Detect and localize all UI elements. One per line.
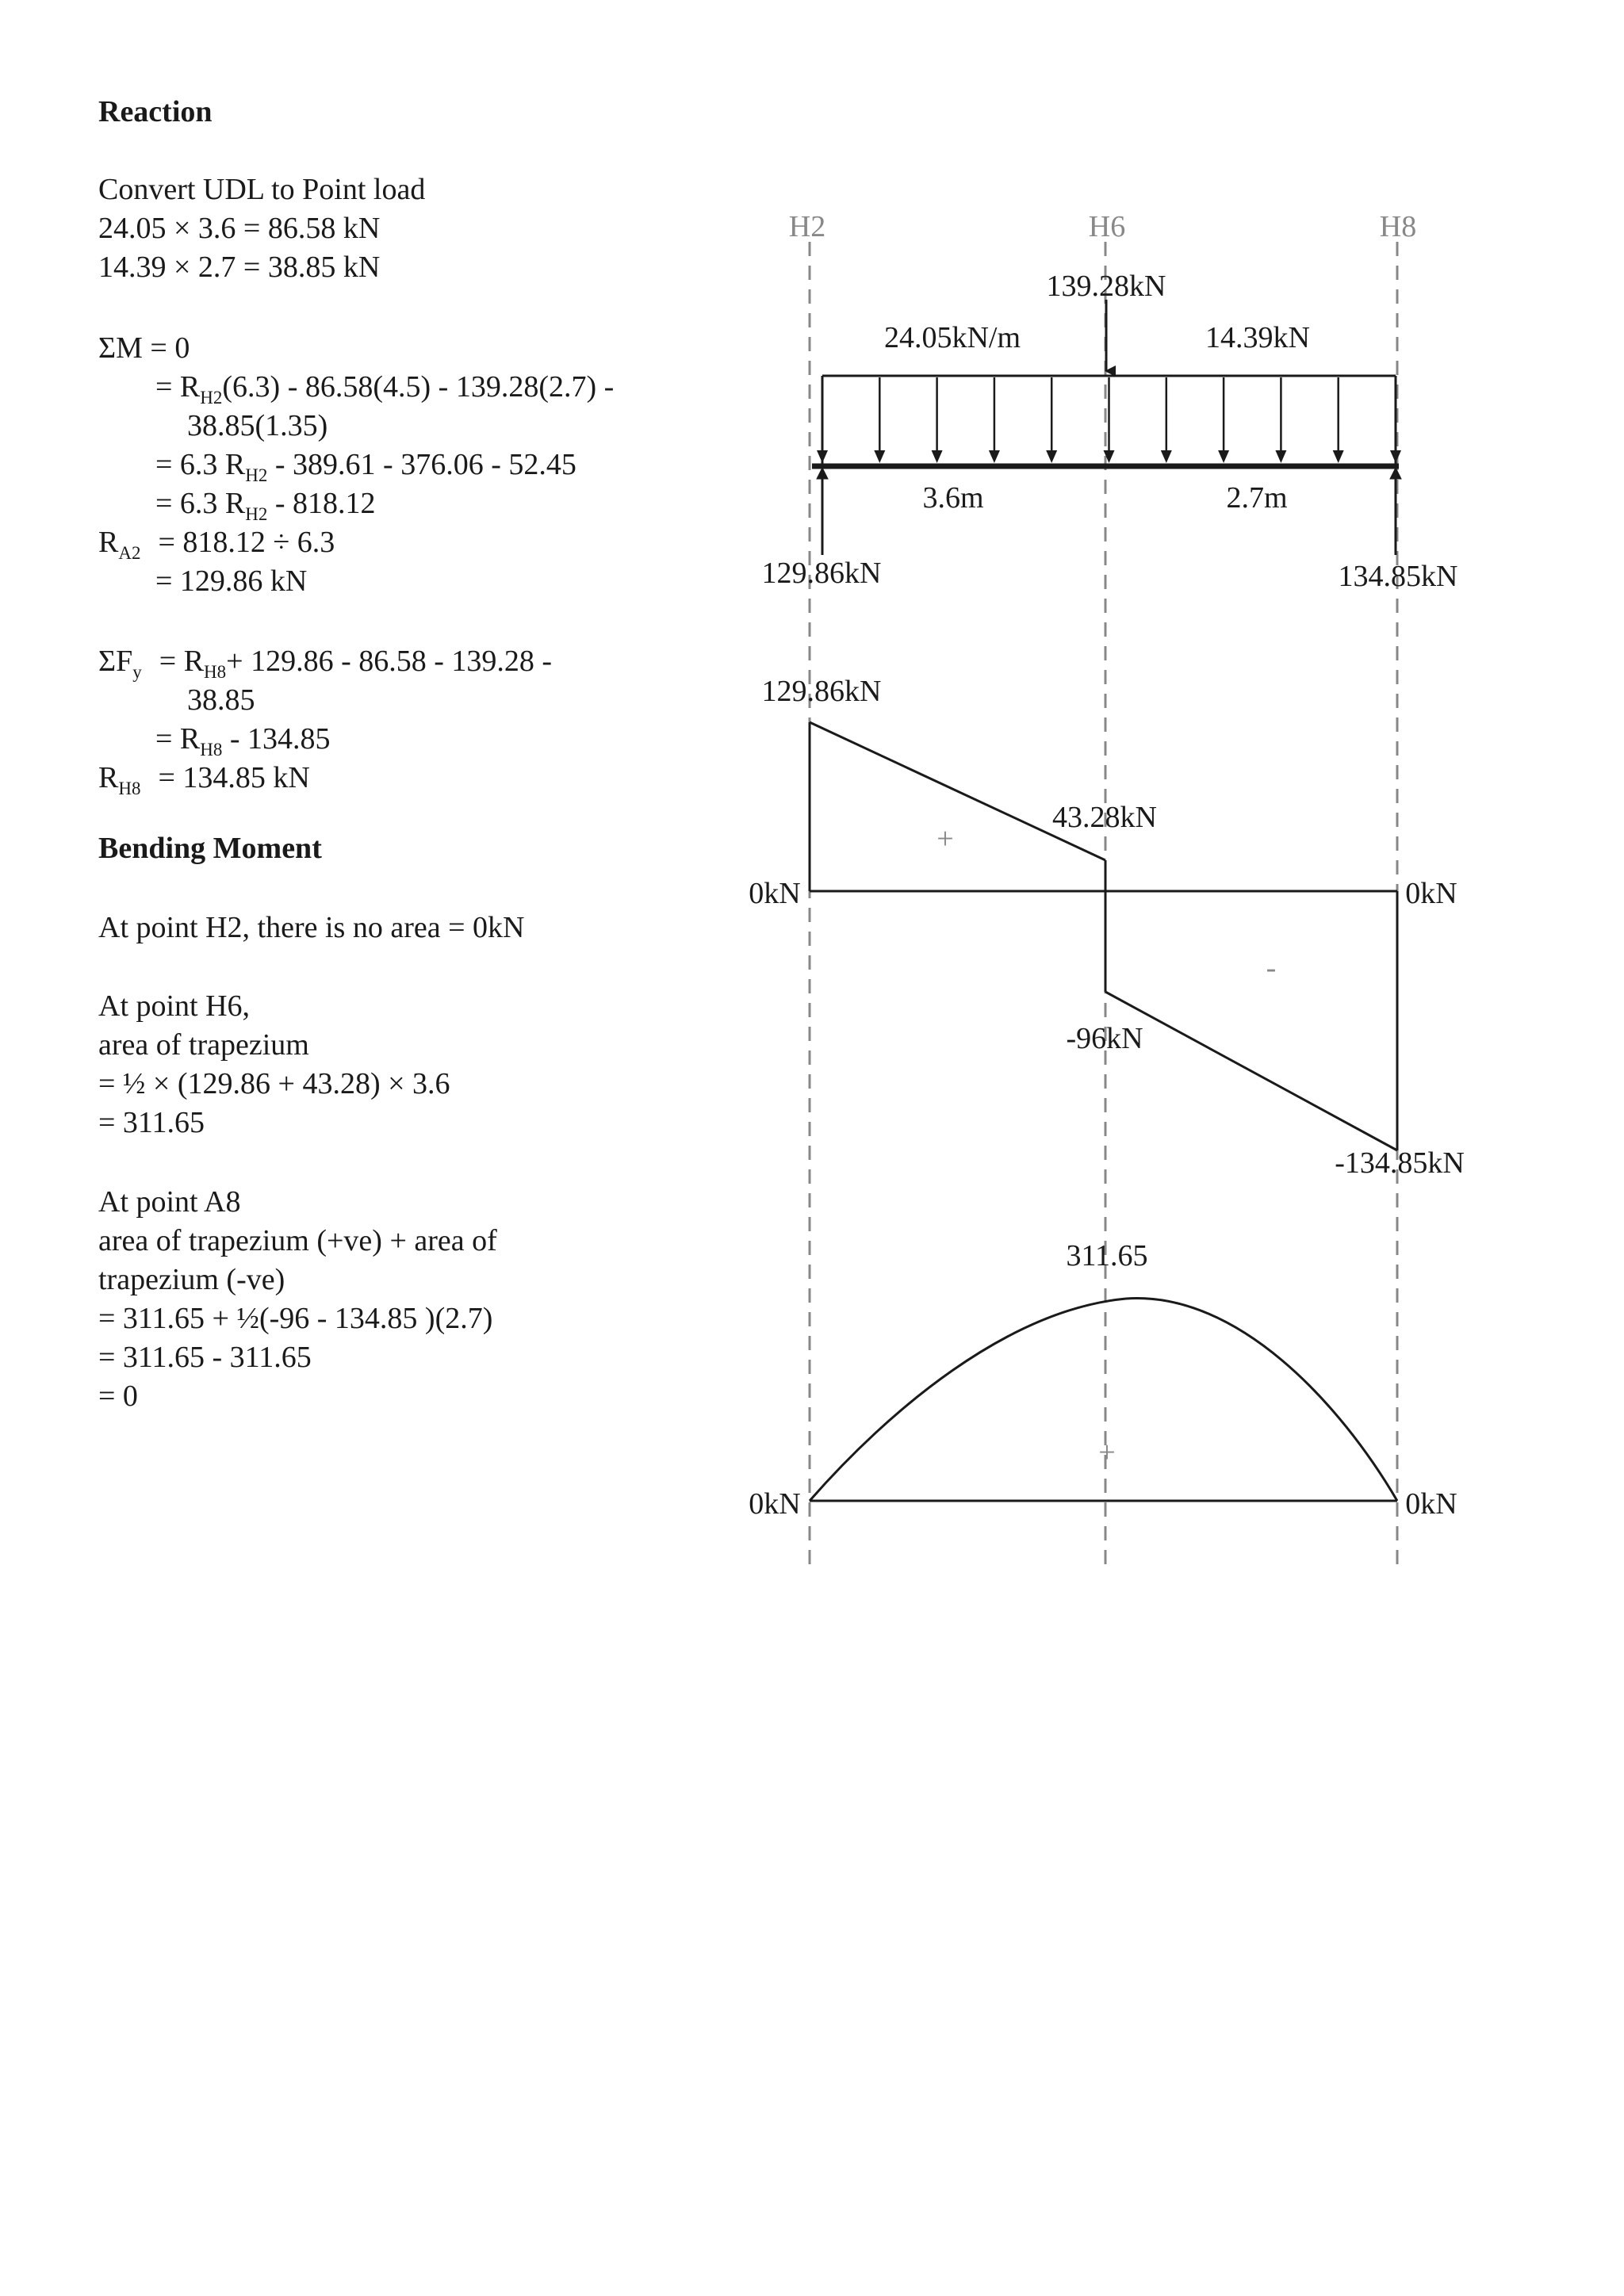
reaction-arrowhead-left (817, 468, 828, 479)
bmd-peak-label: 311.65 (1066, 1239, 1148, 1272)
moment-sum-line-5: = 6.3 $R_{H2} - 818.12$ (155, 487, 376, 524)
udl-arrow-head (1161, 450, 1172, 463)
moment-sum-line-1: ΣM = 0 (98, 331, 190, 365)
udl-arrow-head (1046, 450, 1057, 463)
sfd-mid-bottom-label: -96kN (1066, 1022, 1143, 1055)
sfd-positive-slope (810, 722, 1105, 860)
bmd-zero-right-label: 0kN (1405, 1487, 1457, 1521)
udl-arrow-head (1333, 450, 1344, 463)
bmd-zero-left-label: 0kN (749, 1487, 801, 1521)
bm-a8-line-5: = 311.65 - 311.65 (98, 1341, 312, 1374)
bending-moment-diagram (810, 1299, 1397, 1501)
sfd-start-label: 129.86kN (761, 675, 882, 708)
force-sum-line-2: 38.85 (187, 683, 255, 717)
gridlines (810, 242, 1397, 1570)
gridline-label-h8: H8 (1379, 210, 1417, 243)
sfd-zero-right-label: 0kN (1405, 877, 1457, 910)
gridline-label-h6: H6 (1088, 210, 1126, 243)
reaction-heading: Reaction (98, 95, 213, 128)
udl-left-label: 24.05kN/m (883, 321, 1021, 354)
bmd-positive-sign: + (1098, 1436, 1116, 1469)
bmd-curve (810, 1299, 1397, 1501)
udl-arrow-head (1390, 450, 1401, 463)
bm-h6-line-4: = 311.65 (98, 1106, 205, 1139)
udl-arrow-head (932, 450, 943, 463)
sfd-negative-slope (1105, 992, 1397, 1150)
force-sum-line-3: = $R_{H8} - 134.85$ (155, 722, 331, 760)
bm-a8-line-2: area of trapezium (+ve) + area of (98, 1224, 497, 1257)
sfd-end-label: -134.85kN (1335, 1146, 1465, 1180)
span-right-label: 2.7m (1226, 481, 1288, 515)
force-sum-line-4: $R_{H8} = 134.85$ kN (98, 761, 310, 798)
sfd-positive-sign: + (936, 822, 954, 855)
sfd-zero-left-label: 0kN (749, 877, 801, 910)
bending-moment-heading: Bending Moment (98, 832, 322, 865)
moment-sum-line-2: = $R_{H2}(6.3) - 86.58(4.5) - 139.28(2.7)$ - (155, 370, 615, 408)
moment-sum-line-4: = 6.3 $R_{H2} - 389.61 - 376.06 - 52.45$ (155, 448, 576, 485)
udl-arrow-head (817, 450, 828, 463)
udl-line-1: 24.05 × 3.6 = 86.58 kN (98, 212, 381, 245)
moment-sum-line-6: $R_{A2} = 818.12 \div 6.3$ (98, 526, 335, 563)
bm-a8-line-4: = 311.65 + ½(-96 - 134.85 )(2.7) (98, 1302, 493, 1335)
udl-title: Convert UDL to Point load (98, 173, 426, 206)
udl-arrow-head (1218, 450, 1229, 463)
udl-right-label: 14.39kN (1205, 321, 1310, 354)
bm-a8-line-3: trapezium (-ve) (98, 1263, 285, 1296)
udl-arrow-head (1275, 450, 1286, 463)
moment-sum-line-7: = 129.86 kN (155, 564, 308, 598)
bm-h6-line-2: area of trapezium (98, 1028, 309, 1062)
shear-force-diagram (810, 722, 1397, 1150)
moment-sum-line-3: 38.85(1.35) (187, 409, 328, 442)
bm-a8-line-1: At point A8 (98, 1185, 241, 1219)
gridline-label-h2: H2 (788, 210, 826, 243)
point-load-label: 139.28kN (1046, 270, 1166, 303)
udl-arrow-head (989, 450, 1000, 463)
reaction-right-label: 134.85kN (1338, 560, 1458, 593)
bm-h6-line-3: = ½ × (129.86 + 43.28) × 3.6 (98, 1067, 450, 1100)
reaction-left-label: 129.86kN (761, 557, 882, 590)
bm-a8-line-6: = 0 (98, 1380, 138, 1413)
sfd-negative-sign: - (1266, 951, 1277, 985)
udl-arrows (817, 377, 1401, 463)
span-left-label: 3.6m (922, 481, 984, 515)
udl-arrow-head (874, 450, 885, 463)
force-sum-line-1: $\Sigma F_y = R_{H8}+ 129.86 - 86.58 - 139.28$ - (98, 645, 553, 682)
reaction-arrowhead-right (1390, 468, 1401, 479)
sfd-mid-top-label: 43.28kN (1052, 801, 1157, 834)
udl-line-2: 14.39 × 2.7 = 38.85 kN (98, 251, 381, 284)
bm-h6-line-1: At point H6, (98, 989, 251, 1023)
bm-point-h2: At point H2, there is no area = 0kN (98, 911, 525, 944)
